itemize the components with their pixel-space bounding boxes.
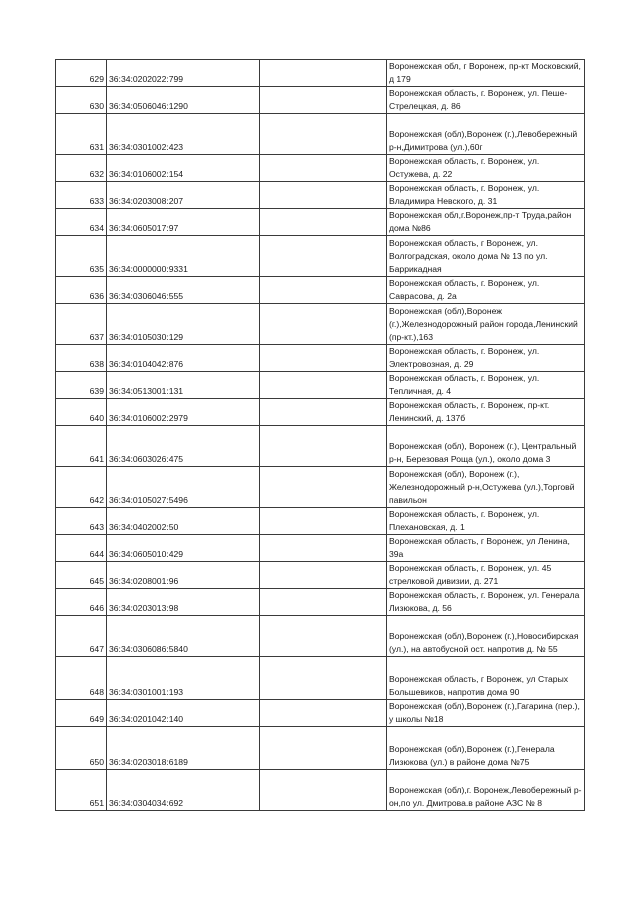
table-row [56, 467, 585, 508]
cadastral-number: 36:34:0106002:154 [107, 155, 260, 182]
address-cell: Воронежская обл, г Воронеж, пр-кт Московский, д 179 [387, 60, 585, 87]
row-number: 634 [56, 209, 107, 236]
table-row [56, 508, 585, 535]
table-row [56, 236, 585, 277]
empty-cell [260, 236, 387, 277]
empty-cell [260, 535, 387, 562]
address-cell: Воронежская область, г. Воронеж, ул. Генерала Лизюкова, д. 56 [387, 589, 585, 616]
cadastral-number: 36:34:0203013:98 [107, 589, 260, 616]
row-number: 633 [56, 182, 107, 209]
address-cell: Воронежская область, г. Воронеж, ул. Саврасова, д. 2а [387, 277, 585, 304]
property-table [55, 59, 585, 811]
row-number: 651 [56, 770, 107, 811]
address-cell: Воронежская (обл),Воронеж (г.),Гагарина (пер.), у школы №18 [387, 700, 585, 727]
cadastral-number: 36:34:0605010:429 [107, 535, 260, 562]
empty-cell [260, 114, 387, 155]
cadastral-number: 36:34:0506046:1290 [107, 87, 260, 114]
table-row [56, 209, 585, 236]
row-number: 643 [56, 508, 107, 535]
empty-cell [260, 345, 387, 372]
row-number: 631 [56, 114, 107, 155]
table-row [56, 535, 585, 562]
cadastral-number: 36:34:0605017:97 [107, 209, 260, 236]
row-number: 632 [56, 155, 107, 182]
table-row [56, 770, 585, 811]
empty-cell [260, 209, 387, 236]
empty-cell [260, 399, 387, 426]
address-cell: Воронежская область, г. Воронеж, ул. Пеше-Стрелецкая, д. 86 [387, 87, 585, 114]
table-row [56, 657, 585, 700]
address-cell: Воронежская (обл), Воронеж (г.), Центральный р-н, Березовая Роща (ул.), около дома 3 [387, 426, 585, 467]
row-number: 629 [56, 60, 107, 87]
empty-cell [260, 182, 387, 209]
table-row [56, 304, 585, 345]
empty-cell [260, 155, 387, 182]
address-cell: Воронежская (обл),Воронеж (г.),Железнодорожный район города,Ленинский (пр-кт.),163 [387, 304, 585, 345]
table-row [56, 399, 585, 426]
cadastral-number: 36:34:0105027:5496 [107, 467, 260, 508]
table-row [56, 114, 585, 155]
row-number: 649 [56, 700, 107, 727]
cadastral-number: 36:34:0603026:475 [107, 426, 260, 467]
table-row [56, 700, 585, 727]
table-row [56, 182, 585, 209]
cadastral-number: 36:34:0402002:50 [107, 508, 260, 535]
table-row [56, 372, 585, 399]
empty-cell [260, 727, 387, 770]
empty-cell [260, 562, 387, 589]
row-number: 639 [56, 372, 107, 399]
address-cell: Воронежская область, г. Воронеж, ул. Плехановская, д. 1 [387, 508, 585, 535]
empty-cell [260, 657, 387, 700]
address-cell: Воронежская область, г. Воронеж, ул. Владимира Невского, д. 31 [387, 182, 585, 209]
cadastral-number: 36:34:0106002:2979 [107, 399, 260, 426]
row-number: 645 [56, 562, 107, 589]
empty-cell [260, 616, 387, 657]
table-row [56, 426, 585, 467]
address-cell: Воронежская область, г Воронеж, ул. Волгоградская, около дома № 13 по ул. Баррикадная [387, 236, 585, 277]
address-cell: Воронежская область, г. Воронеж, ул. Тепличная, д. 4 [387, 372, 585, 399]
row-number: 637 [56, 304, 107, 345]
empty-cell [260, 87, 387, 114]
row-number: 648 [56, 657, 107, 700]
table-row [56, 277, 585, 304]
row-number: 650 [56, 727, 107, 770]
address-cell: Воронежская область, г. Воронеж, ул. Электровозная, д. 29 [387, 345, 585, 372]
cadastral-number: 36:34:0203008:207 [107, 182, 260, 209]
address-cell: Воронежская (обл),Воронеж (г.),Левобережный р-н,Димитрова (ул.),60г [387, 114, 585, 155]
address-cell: Воронежская (обл),Воронеж (г.),Генерала Лизюкова (ул.) в районе дома №75 [387, 727, 585, 770]
cadastral-number: 36:34:0208001:96 [107, 562, 260, 589]
row-number: 640 [56, 399, 107, 426]
address-cell: Воронежская область, г. Воронеж, ул. Остужева, д. 22 [387, 155, 585, 182]
row-number: 636 [56, 277, 107, 304]
cadastral-number: 36:34:0301001:193 [107, 657, 260, 700]
address-cell: Воронежская область, г. Воронеж, пр-кт. Ленинский, д. 137б [387, 399, 585, 426]
address-cell: Воронежская область, г Воронеж, ул Ленина, 39а [387, 535, 585, 562]
cadastral-number: 36:34:0513001:131 [107, 372, 260, 399]
address-cell: Воронежская (обл), Воронеж (г.), Железнодорожный р-н,Остужева (ул.),Торговй павильон [387, 467, 585, 508]
table-row [56, 345, 585, 372]
cadastral-number: 36:34:0202022:799 [107, 60, 260, 87]
cadastral-number: 36:34:0203018:6189 [107, 727, 260, 770]
cadastral-number: 36:34:0201042:140 [107, 700, 260, 727]
address-cell: Воронежская (обл),Воронеж (г.),Новосибирская (ул.), на автобусной ост. напротив д. № 55 [387, 616, 585, 657]
property-table-body [56, 60, 585, 811]
table-row [56, 60, 585, 87]
row-number: 635 [56, 236, 107, 277]
empty-cell [260, 60, 387, 87]
empty-cell [260, 589, 387, 616]
address-cell: Воронежская обл,г.Воронеж,пр-т Труда,район дома №86 [387, 209, 585, 236]
table-row [56, 589, 585, 616]
table-row [56, 155, 585, 182]
empty-cell [260, 426, 387, 467]
cadastral-number: 36:34:0105030:129 [107, 304, 260, 345]
row-number: 642 [56, 467, 107, 508]
address-cell: Воронежская (обл),г. Воронеж,Левобережный р-он,по ул. Дмитрова.в районе АЗС № 8 [387, 770, 585, 811]
cadastral-number: 36:34:0301002:423 [107, 114, 260, 155]
table-row [56, 87, 585, 114]
cadastral-number: 36:34:0000000:9331 [107, 236, 260, 277]
row-number: 638 [56, 345, 107, 372]
table-row [56, 727, 585, 770]
cadastral-number: 36:34:0304034:692 [107, 770, 260, 811]
table-row [56, 562, 585, 589]
empty-cell [260, 304, 387, 345]
empty-cell [260, 372, 387, 399]
table-row [56, 616, 585, 657]
address-cell: Воронежская область, г Воронеж, ул Старых Большевиков, напротив дома 90 [387, 657, 585, 700]
empty-cell [260, 700, 387, 727]
empty-cell [260, 508, 387, 535]
address-cell: Воронежская область, г. Воронеж, ул. 45 стрелковой дивизии, д. 271 [387, 562, 585, 589]
row-number: 630 [56, 87, 107, 114]
cadastral-number: 36:34:0306086:5840 [107, 616, 260, 657]
empty-cell [260, 467, 387, 508]
cadastral-number: 36:34:0306046:555 [107, 277, 260, 304]
empty-cell [260, 770, 387, 811]
cadastral-number: 36:34:0104042:876 [107, 345, 260, 372]
row-number: 641 [56, 426, 107, 467]
row-number: 644 [56, 535, 107, 562]
row-number: 647 [56, 616, 107, 657]
row-number: 646 [56, 589, 107, 616]
empty-cell [260, 277, 387, 304]
